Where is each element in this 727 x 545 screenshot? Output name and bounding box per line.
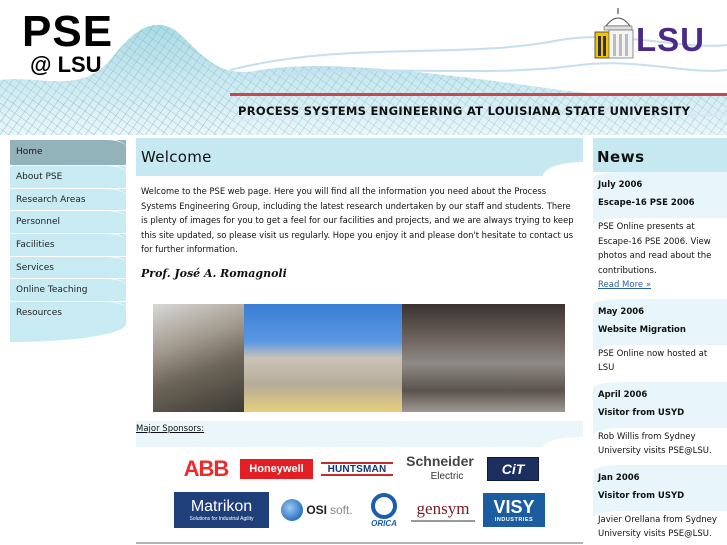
- news-body: [593, 218, 727, 293]
- read-more-link[interactable]: Read More »: [598, 280, 652, 290]
- orica-ring-icon: [371, 493, 397, 519]
- visy-logo-subtext: INDUSTRIES: [494, 516, 534, 523]
- sponsor-logos-row-1: [136, 450, 583, 488]
- footer-divider: [136, 542, 583, 544]
- sponsors-header-bar: [136, 421, 583, 447]
- plant-stairway-photo: [153, 304, 244, 412]
- nav-item-facilities[interactable]: Facilities: [10, 233, 126, 256]
- visy-logo-text: VISY: [493, 496, 535, 517]
- main-nav: [10, 140, 126, 342]
- welcome-intro-text: Welcome to the PSE web page. Here you will find all the information you need about the Process Systems Engineering Group, including the latest research undertaken by our staff and students. There is plenty of images for you to get a feel for our facilities and projects, and we are always trying to keep this site updated, so please visit us regularly. Hope you enjoy it and please don't hesitate to contact us for further information.: [141, 186, 574, 255]
- news-title: News: [597, 148, 645, 166]
- news-body: [593, 511, 727, 542]
- sponsor-logo-gensym[interactable]: [411, 498, 475, 522]
- sponsor-logo-huntsman[interactable]: [321, 462, 393, 476]
- page-title: Welcome: [141, 148, 212, 166]
- welcome-title-bar: [136, 138, 583, 176]
- main-content: [136, 138, 583, 528]
- site-header: [0, 0, 727, 135]
- huntsman-logo-text: HUNTSMAN: [327, 463, 387, 475]
- major-sponsors-link[interactable]: Major Sponsors:: [136, 424, 205, 434]
- sponsor-logo-orica[interactable]: [365, 490, 403, 530]
- news-date: July 2006: [598, 180, 643, 190]
- refinery-towers-photo: [244, 304, 402, 412]
- matrikon-logo-text: Matrikon: [190, 498, 253, 515]
- news-item: [593, 465, 727, 545]
- osisoft-logo-subtext: soft.: [329, 503, 353, 517]
- news-date: Jan 2006: [598, 472, 640, 483]
- nav-item-services[interactable]: Services: [10, 256, 126, 279]
- news-title-bar: [593, 138, 727, 172]
- orica-logo-text: ORICA: [371, 518, 397, 528]
- nav-item-home[interactable]: Home: [10, 140, 126, 165]
- news-date: April 2006: [598, 389, 648, 400]
- schneider-logo-subtext: Electric: [430, 471, 464, 482]
- gensym-logo-text: gensym: [416, 499, 470, 518]
- osisoft-logo-text: OSI: [306, 503, 327, 517]
- news-item: [593, 299, 727, 382]
- signature: Prof. José A. Romagnoli: [141, 266, 287, 280]
- news-item-header: [593, 382, 727, 434]
- pse-logo-text: PSE: [22, 7, 114, 56]
- news-body-text: Javier Orellana from Sydney University visits PSE@LSU.: [598, 514, 717, 539]
- news-heading: Visitor from USYD: [598, 490, 685, 501]
- lsu-logo-text[interactable]: LSU: [636, 21, 705, 58]
- schneider-logo-text: Schneider: [406, 453, 474, 469]
- news-sidebar: [593, 138, 727, 545]
- news-heading: Escape-16 PSE 2006: [598, 198, 695, 208]
- news-body: [593, 428, 727, 459]
- pipes-instruments-photo: [402, 304, 565, 412]
- news-heading: Visitor from USYD: [598, 407, 685, 418]
- news-item-header: [593, 465, 727, 517]
- sponsor-logo-osisoft[interactable]: [277, 496, 357, 524]
- news-body: [593, 345, 727, 376]
- pse-logo[interactable]: [22, 7, 114, 77]
- cit-logo-text: CiT: [501, 461, 525, 477]
- nav-item-resources[interactable]: Resources: [10, 301, 126, 324]
- news-body-text: Rob Willis from Sydney University visits PSE@LSU.: [598, 431, 712, 456]
- nav-item-about-pse[interactable]: About PSE: [10, 165, 126, 188]
- news-item-header: [593, 299, 727, 351]
- news-item-header: [593, 172, 727, 224]
- pse-logo-subtext: @ LSU: [30, 52, 102, 77]
- news-item: [593, 382, 727, 465]
- news-date: May 2006: [598, 306, 645, 317]
- nav-item-online-teaching[interactable]: Online Teaching: [10, 278, 126, 301]
- news-body-text: PSE Online now hosted at LSU: [598, 348, 708, 373]
- nav-item-research-areas[interactable]: Research Areas: [10, 188, 126, 211]
- site-tagline: PROCESS SYSTEMS ENGINEERING AT LOUISIANA STATE UNIVERSITY: [238, 104, 691, 118]
- news-body-text: PSE Online presents at Escape-16 PSE 2006. View photos and read about the contributions.: [598, 222, 712, 276]
- news-heading: Website Migration: [598, 324, 686, 335]
- matrikon-logo-subtext: Solutions for Industrial Agility: [189, 516, 254, 522]
- nav-curved-end: [10, 324, 126, 342]
- sponsor-logo-schneider-electric[interactable]: [401, 452, 479, 486]
- facility-photo-strip: [153, 304, 565, 412]
- sponsor-logo-visy[interactable]: [483, 493, 545, 527]
- sponsor-logo-matrikon[interactable]: [174, 492, 269, 528]
- sponsor-logo-abb[interactable]: [180, 458, 232, 480]
- nav-item-personnel[interactable]: Personnel: [10, 210, 126, 233]
- sponsor-logos-row-2: [136, 490, 583, 530]
- osisoft-swirl-icon: [281, 499, 303, 521]
- header-red-rule: [230, 93, 727, 96]
- news-item: [593, 172, 727, 299]
- sponsor-logo-cit[interactable]: [487, 457, 539, 481]
- sponsor-logo-honeywell[interactable]: [240, 459, 313, 479]
- abb-logo-text: ABB: [183, 456, 229, 481]
- honeywell-logo-text: Honeywell: [249, 463, 304, 475]
